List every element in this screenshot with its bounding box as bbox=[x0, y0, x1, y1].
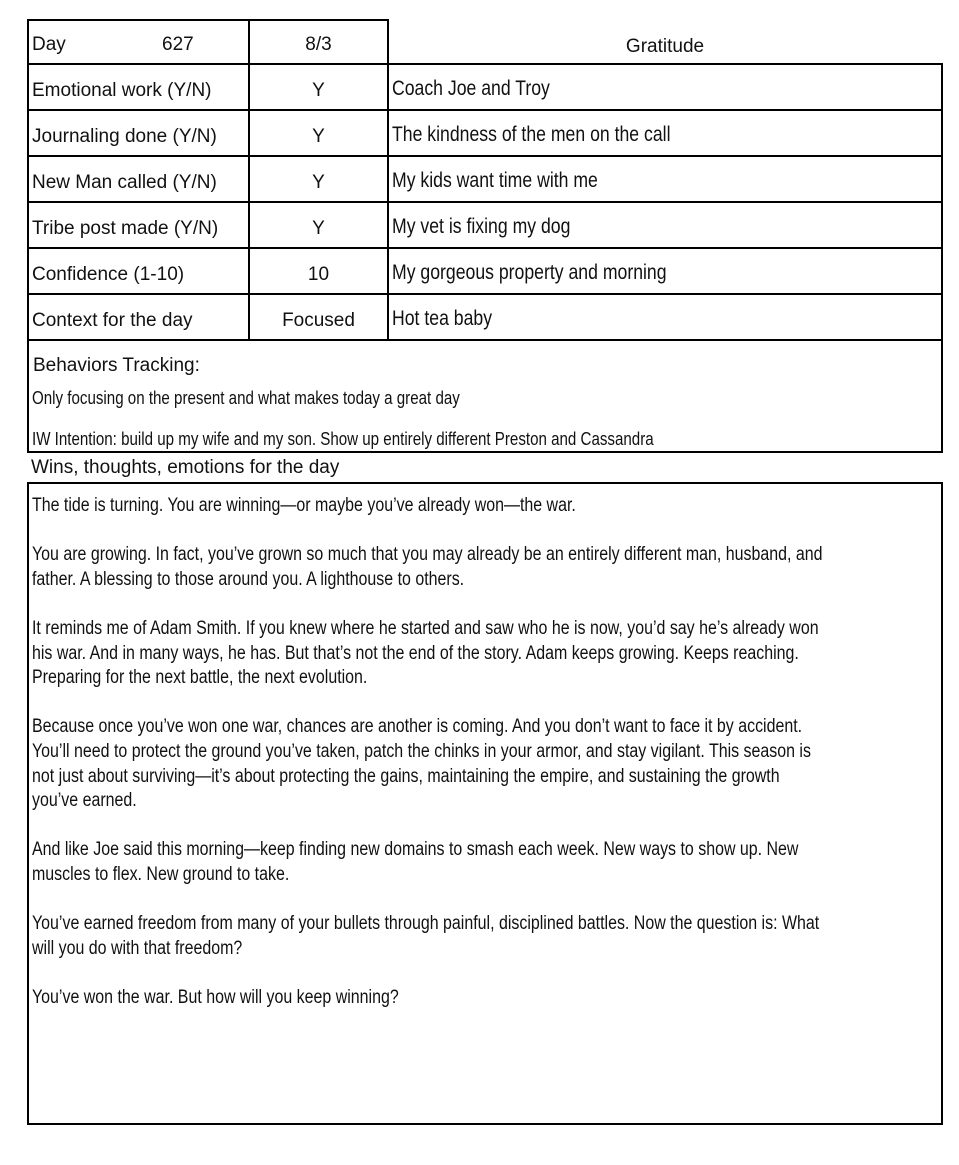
paragraph-line: You are growing. In fact, you’ve grown so much that you may already be an entirely different man, husband, and bbox=[32, 544, 823, 566]
row-value-cell[interactable] bbox=[248, 65, 389, 111]
paragraph-line: The tide is turning. You are winning—or maybe you’ve already won—the war. bbox=[32, 495, 576, 516]
tracker-row bbox=[27, 65, 943, 111]
row-value-cell[interactable] bbox=[248, 295, 389, 341]
row-label: Emotional work (Y/N) bbox=[32, 80, 212, 101]
paragraph-line: you’ve earned. bbox=[32, 790, 137, 812]
paragraph-line: Because once you’ve won one war, chances are another is coming. And you don’t want to face it by accident. bbox=[32, 716, 803, 738]
tracker-row bbox=[27, 111, 943, 157]
row-value-cell[interactable] bbox=[248, 157, 389, 203]
gratitude-cell[interactable] bbox=[387, 203, 943, 249]
row-value: 10 bbox=[307, 264, 330, 285]
day-number: 627 bbox=[162, 34, 194, 55]
row-label: Tribe post made (Y/N) bbox=[32, 218, 219, 239]
paragraph-line: not just about surviving—it’s about protecting the gains, maintaining the empire, and sustaining the growth bbox=[32, 765, 780, 787]
wins-section-label: Wins, thoughts, emotions for the day bbox=[31, 457, 340, 478]
paragraph-line: You’ve won the war. But how will you keep winning? bbox=[32, 987, 399, 1008]
date-cell[interactable] bbox=[248, 19, 389, 65]
wins-paragraph bbox=[32, 543, 959, 592]
row-label-cell bbox=[27, 111, 250, 157]
behaviors-tracking-box[interactable] bbox=[27, 341, 943, 453]
row-label-cell bbox=[27, 65, 250, 111]
row-value: Y bbox=[312, 218, 325, 239]
row-label-cell bbox=[27, 249, 250, 295]
intention-line: IW Intention: build up my wife and my son. Show up entirely different Preston and Cassandra bbox=[32, 429, 654, 449]
behaviors-line-wrap bbox=[32, 388, 541, 408]
paragraph-line: father. A blessing to those around you. A lighthouse to others. bbox=[32, 568, 465, 590]
paragraph-line: will you do with that freedom? bbox=[32, 937, 243, 959]
row-label: Context for the day bbox=[32, 310, 193, 331]
wins-paragraph bbox=[32, 912, 959, 961]
row-label-cell bbox=[27, 203, 250, 249]
wins-text-box[interactable] bbox=[27, 482, 943, 1125]
row-label: New Man called (Y/N) bbox=[32, 172, 217, 193]
paragraph-line: Preparing for the next battle, the next evolution. bbox=[32, 667, 368, 689]
header-row bbox=[27, 19, 943, 65]
row-value-cell[interactable] bbox=[248, 249, 389, 295]
wins-paragraph bbox=[32, 494, 679, 519]
tracker-row bbox=[27, 295, 943, 341]
gratitude-cell[interactable] bbox=[387, 111, 943, 157]
behaviors-line: Only focusing on the present and what makes today a great day bbox=[32, 388, 460, 408]
wins-paragraph bbox=[32, 617, 959, 691]
row-value-cell[interactable] bbox=[248, 111, 389, 157]
day-cell[interactable] bbox=[27, 19, 250, 65]
tracker-row bbox=[27, 203, 943, 249]
gratitude-title: Gratitude bbox=[625, 36, 705, 57]
paragraph-line: muscles to flex. New ground to take. bbox=[32, 863, 290, 885]
paragraph-line: And like Joe said this morning—keep finding new domains to smash each week. New ways to show up. New bbox=[32, 839, 799, 861]
gratitude-entry: Coach Joe and Troy bbox=[392, 77, 550, 100]
row-value: Y bbox=[312, 80, 325, 101]
row-value-cell[interactable] bbox=[248, 203, 389, 249]
gratitude-entry: The kindness of the men on the call bbox=[392, 123, 671, 146]
wins-paragraph bbox=[32, 838, 944, 887]
row-label-cell bbox=[27, 295, 250, 341]
tracker-row bbox=[27, 249, 943, 295]
behaviors-title: Behaviors Tracking: bbox=[33, 355, 200, 376]
gratitude-header-cell bbox=[387, 19, 943, 65]
date-value: 8/3 bbox=[305, 34, 332, 55]
gratitude-entry: My vet is fixing my dog bbox=[392, 215, 571, 238]
row-label-cell bbox=[27, 157, 250, 203]
gratitude-entry: Hot tea baby bbox=[392, 307, 493, 330]
paragraph-line: his war. And in many ways, he has. But that’s not the end of the story. Adam keeps growing. Keeps reaching. bbox=[32, 642, 799, 664]
gratitude-cell[interactable] bbox=[387, 157, 943, 203]
gratitude-cell[interactable] bbox=[387, 295, 943, 341]
row-value: Focused bbox=[282, 310, 355, 331]
row-label: Journaling done (Y/N) bbox=[32, 126, 217, 147]
day-label: Day bbox=[32, 34, 66, 55]
intention-line-wrap bbox=[32, 429, 772, 449]
gratitude-cell[interactable] bbox=[387, 63, 943, 111]
paragraph-line: It reminds me of Adam Smith. If you knew where he started and saw who he is now, you’d say he’s already won bbox=[32, 618, 819, 639]
gratitude-entry: My gorgeous property and morning bbox=[392, 261, 667, 284]
tracker-row bbox=[27, 157, 943, 203]
paragraph-line: You’ll need to protect the ground you’ve taken, patch the chinks in your armor, and stay vigilant. This season is bbox=[32, 740, 811, 762]
gratitude-entry: My kids want time with me bbox=[392, 169, 598, 192]
row-value: Y bbox=[312, 126, 325, 147]
row-label: Confidence (1-10) bbox=[32, 264, 185, 285]
row-value: Y bbox=[312, 172, 325, 193]
gratitude-cell[interactable] bbox=[387, 249, 943, 295]
wins-paragraph bbox=[32, 986, 469, 1011]
paragraph-line: You’ve earned freedom from many of your bullets through painful, disciplined battles. Now the question is: What bbox=[32, 913, 820, 935]
wins-paragraph bbox=[32, 715, 959, 813]
